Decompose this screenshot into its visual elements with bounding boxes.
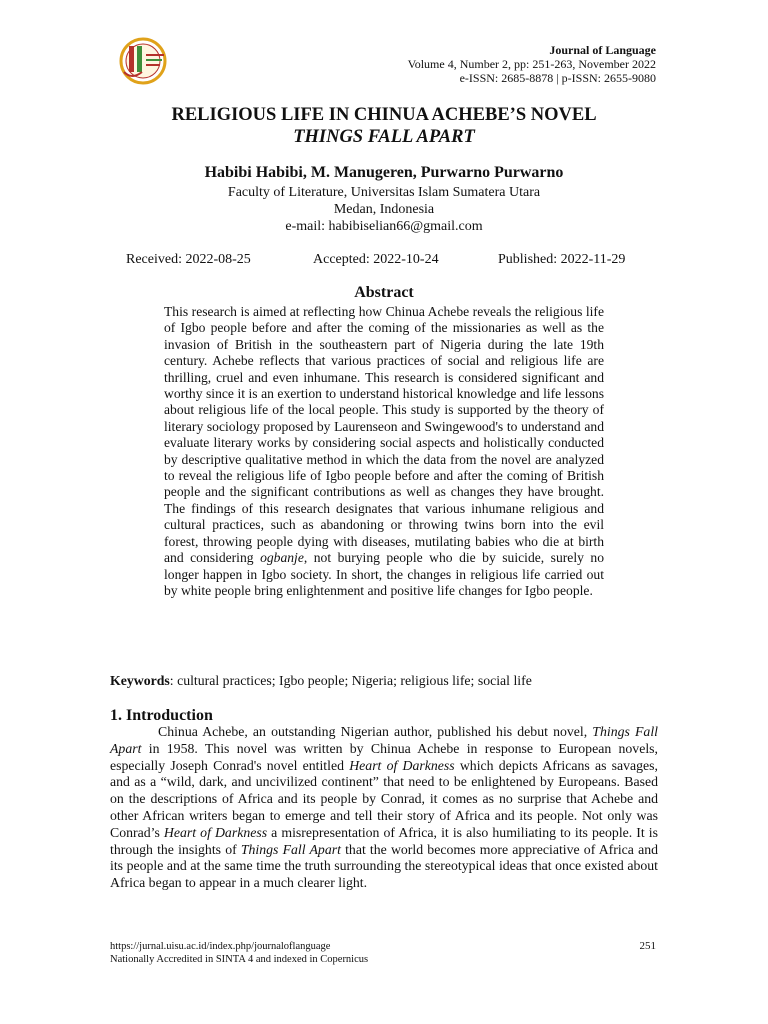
introduction-heading: 1. Introduction (110, 707, 213, 724)
intro-italic-3: Heart of Darkness (163, 824, 268, 840)
author-list: Habibi Habibi, M. Manugeren, Purwarno Purwarno (204, 164, 564, 181)
intro-text-2: in 1958. This novel was written by Chinua Achebe in response to European novels, especially Joseph Conrad's novel entitled (110, 740, 658, 773)
journal-info (408, 43, 656, 85)
journal-logo-icon (110, 36, 176, 86)
intro-italic-2: Heart of Darkness (349, 757, 455, 773)
accepted-date: Accepted: 2022-10-24 (313, 252, 439, 267)
intro-italic-4: Things Fall Apart (240, 841, 341, 857)
intro-text-4: a misrepresentation of Africa, it is also humiliating to its people. It is through the insights of (110, 824, 658, 857)
abstract-italic-term: ogbanje (260, 550, 304, 566)
intro-italic-1: Things Fall Apart (110, 724, 658, 756)
title-line-2: THINGS FALL APART (293, 127, 475, 147)
keywords-label: Keywords (110, 673, 170, 688)
journal-issn: e-ISSN: 2685-8878 | p-ISSN: 2655-9080 (459, 71, 656, 85)
intro-text-5: that the world becomes more appreciative of Africa and its people and at the same time the truth surrounding the stereotypical ideas that once existed about Africa began to appear in a much clearer light. (110, 841, 659, 891)
keywords (110, 673, 532, 689)
published-date: Published: 2022-11-29 (498, 252, 626, 267)
abstract-heading: Abstract (354, 284, 414, 301)
page-number: 251 (639, 940, 656, 952)
received-date: Received: 2022-08-25 (126, 252, 251, 267)
intro-text-1: Chinua Achebe, an outstanding Nigerian author, published his debut novel, (158, 724, 593, 739)
footer-url[interactable]: https://jurnal.uisu.ac.id/index.php/journaloflanguage (110, 941, 331, 952)
footer-accreditation: Nationally Accredited in SINTA 4 and indexed in Copernicus (110, 954, 369, 965)
abstract-text-2: , not burying people who die by suicide, surely no longer happen in Igbo society. In short, the changes in religious life carried out by white people bring enlightenment and positive life changes for Igbo people. (164, 550, 604, 598)
affiliation-location: Medan, Indonesia (333, 202, 435, 217)
abstract-paragraph (164, 304, 604, 599)
affiliation-faculty: Faculty of Literature, Universitas Islam Sumatera Utara (227, 185, 541, 200)
introduction-paragraph (110, 724, 658, 892)
abstract-body (164, 304, 604, 599)
journal-volume: Volume 4, Number 2, pp: 251-263, November 2022 (407, 57, 656, 71)
abstract-text-1: This research is aimed at reflecting how Chinua Achebe reveals the religious life of Igbo people before and after the coming of the missionaries as well as the invasion of British in the southeastern part of Nigeria during the late 19th century. Achebe reflects that various practices of social and religious life are thrilling, cruel and even inhumane. This research is considered significant and worthy since it is an exertion to understand historical knowledge and life lessons about religious life of the local people. This study is supported by the theory of literary sociology proposed by Laurenseon and Swingewood's to understand and evaluate literary works by considering social aspects and holistically conducted by descriptive qualitative method in which the data from the novel are analyzed to reveal the religious life of Igbo people before and after the coming of British people and the significant contributions as well as changes they have brought. The findings of this research designates that various inhumane religious and cultural practices, such as abandoning or throwing twins born into the evil forest, throwing people dying with diseases, mutilating babies who die at birth and considering (164, 304, 604, 566)
keywords-text: : cultural practices; Igbo people; Nigeria; religious life; social life (169, 673, 532, 688)
introduction-body (110, 724, 658, 892)
affiliation-email[interactable]: e-mail: habibiselian66@gmail.com (285, 219, 483, 234)
journal-name: Journal of Language (549, 43, 656, 57)
affiliation (0, 184, 768, 235)
intro-text-3: which depicts Africans as savages, and as a “wild, dark, and uncivilized continent” that need to be enlightened by Europeans. Based on the descriptions of Africa and its people by Conrad, it comes as no surprise that Achebe and other African writers began to emerge and tell their story of Africa and its people. Not only was Conrad’s (110, 757, 659, 840)
footer (110, 940, 368, 966)
title-line-1: RELIGIOUS LIFE IN CHINUA ACHEBE’S NOVEL (171, 105, 597, 125)
paper-title (0, 104, 768, 148)
